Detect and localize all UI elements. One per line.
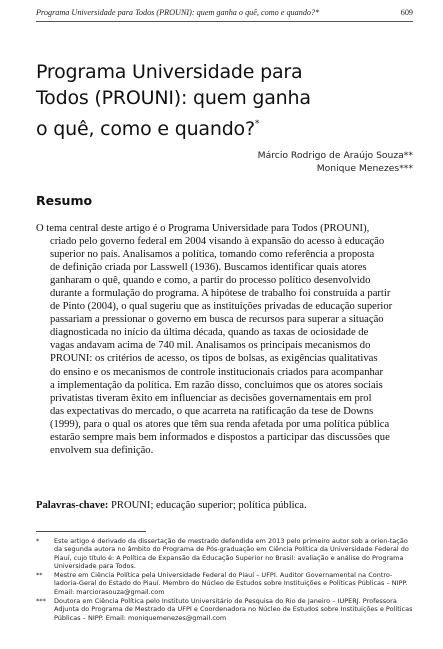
abstract-line: diagnosticada no início da última década, quando as taxas de ociosidade de xyxy=(50,327,369,339)
title-line-text: o quê, como e quando? xyxy=(36,118,255,140)
footnote-text: Este artigo é derivado da dissertação de mestrado defendida em 2013 pelo primeiro autor sob a orien-tação da segunda autora no âmbito do Programa de Pós-graduação em Ciência Política da Universidade Federal do Piauí, cujo título é: A Política de Expansão da Educação Superior no Brasil: avaliação e análise do Programa Universidade para Todos. xyxy=(54,537,409,570)
abstract-line: de Pinto (2004), o qual sugeriu que as instituições privadas de educação superior xyxy=(50,301,393,313)
abstract-line: passariam a pressionar o governo em busca de recursos para superar a situação xyxy=(50,314,384,326)
abstract-body xyxy=(36,222,413,457)
abstract-line: envolvem sua definição. xyxy=(50,444,154,456)
abstract-line: durante a formulação do programa. A hipótese de trabalho foi construída a partir xyxy=(50,288,391,300)
abstract-line: superior no país. Analisamos a política, tomando como referência a proposta xyxy=(50,249,375,261)
abstract-line: criado pelo governo federal em 2004 visando à expansão do acesso à educação xyxy=(50,236,385,248)
author-list xyxy=(258,149,413,175)
abstract-line: ganharam o quê, quando e como, a partir do processo político desenvolvido xyxy=(50,275,371,287)
abstract-line: privatistas tiveram êxito em influenciar as decisões governamentais em prol xyxy=(50,392,372,404)
footnotes xyxy=(36,537,413,623)
author-name: Monique Menezes*** xyxy=(316,163,413,174)
footnote-text: Mestre em Ciência Política pela Universidade Federal do Piauí – UFPI. Auditor Governamental na Contro-ladoria-Geral do Estado do Piauí. Membro do Núcleo de Estudos sobre Instituições e Políticas Públicas – NIPP. Email: marciorasouza@gmail.com xyxy=(54,571,408,596)
abstract-line: das expectativas do mercado, o que acarreta na ratificação da tese de Downs xyxy=(50,405,374,417)
page-number: 609 xyxy=(400,8,413,17)
abstract-line: PROUNI: os critérios de acesso, os tipos de bolsas, as exigências qualitativas xyxy=(50,353,378,365)
title-line: Todos (PROUNI): quem ganha xyxy=(36,87,311,109)
article-title xyxy=(36,59,366,142)
running-title: Programa Universidade para Todos (PROUNI): quem ganha o quê, como e quando?* xyxy=(36,8,320,17)
footnote-divider xyxy=(36,531,146,532)
abstract-line: O tema central deste artigo é o Programa Universidade para Todos (PROUNI), xyxy=(36,223,370,234)
abstract-line: do ensino e os mecanismos de controle institucionais criados para acompanhar xyxy=(50,366,384,378)
abstract-line: de definição criada por Lasswell (1936). Buscamos identificar quais atores xyxy=(50,262,367,274)
title-line: Programa Universidade para xyxy=(36,61,303,83)
keywords-text: PROUNI; educação superior; política pública. xyxy=(108,500,307,511)
title-footnote-mark: * xyxy=(254,119,260,129)
title-line xyxy=(36,111,366,142)
author-name: Márcio Rodrigo de Araújo Souza** xyxy=(257,150,413,161)
abstract-line: estarão sempre mais bem informados e dispostos a participar das discussões que xyxy=(50,431,390,443)
footnote xyxy=(36,537,413,570)
footnote-text: Doutora em Ciência Política pelo Instituto Universitário de Pesquisa do Rio de Janeiro – IUPERJ. Professora Adjunta do Programa de Mestrado da UFPI e Coordenadora no Núcleo de Estudos sobre Instituições e Políticas Públicas – NIPP. Email: moniquemenezes@gmail.com xyxy=(54,597,413,622)
abstract-line: (1999), para o qual os atores que têm sua renda afetada por uma política pública xyxy=(50,418,390,430)
footnote xyxy=(36,597,413,622)
abstract-line: a implementação da política. Em razão disso, concluímos que os atores sociais xyxy=(50,379,383,391)
footnote-mark: * xyxy=(36,537,40,545)
keywords-label: Palavras-chave: xyxy=(36,500,109,511)
footnote-mark: *** xyxy=(36,597,46,606)
header-divider xyxy=(36,21,413,22)
section-heading: Resumo xyxy=(36,193,93,208)
footnote-mark: ** xyxy=(36,571,43,580)
abstract-line: vagas andavam acima de 740 mil. Analisamos os principais mecanismos do xyxy=(50,340,371,352)
keywords xyxy=(36,499,413,512)
footnote xyxy=(36,571,413,596)
